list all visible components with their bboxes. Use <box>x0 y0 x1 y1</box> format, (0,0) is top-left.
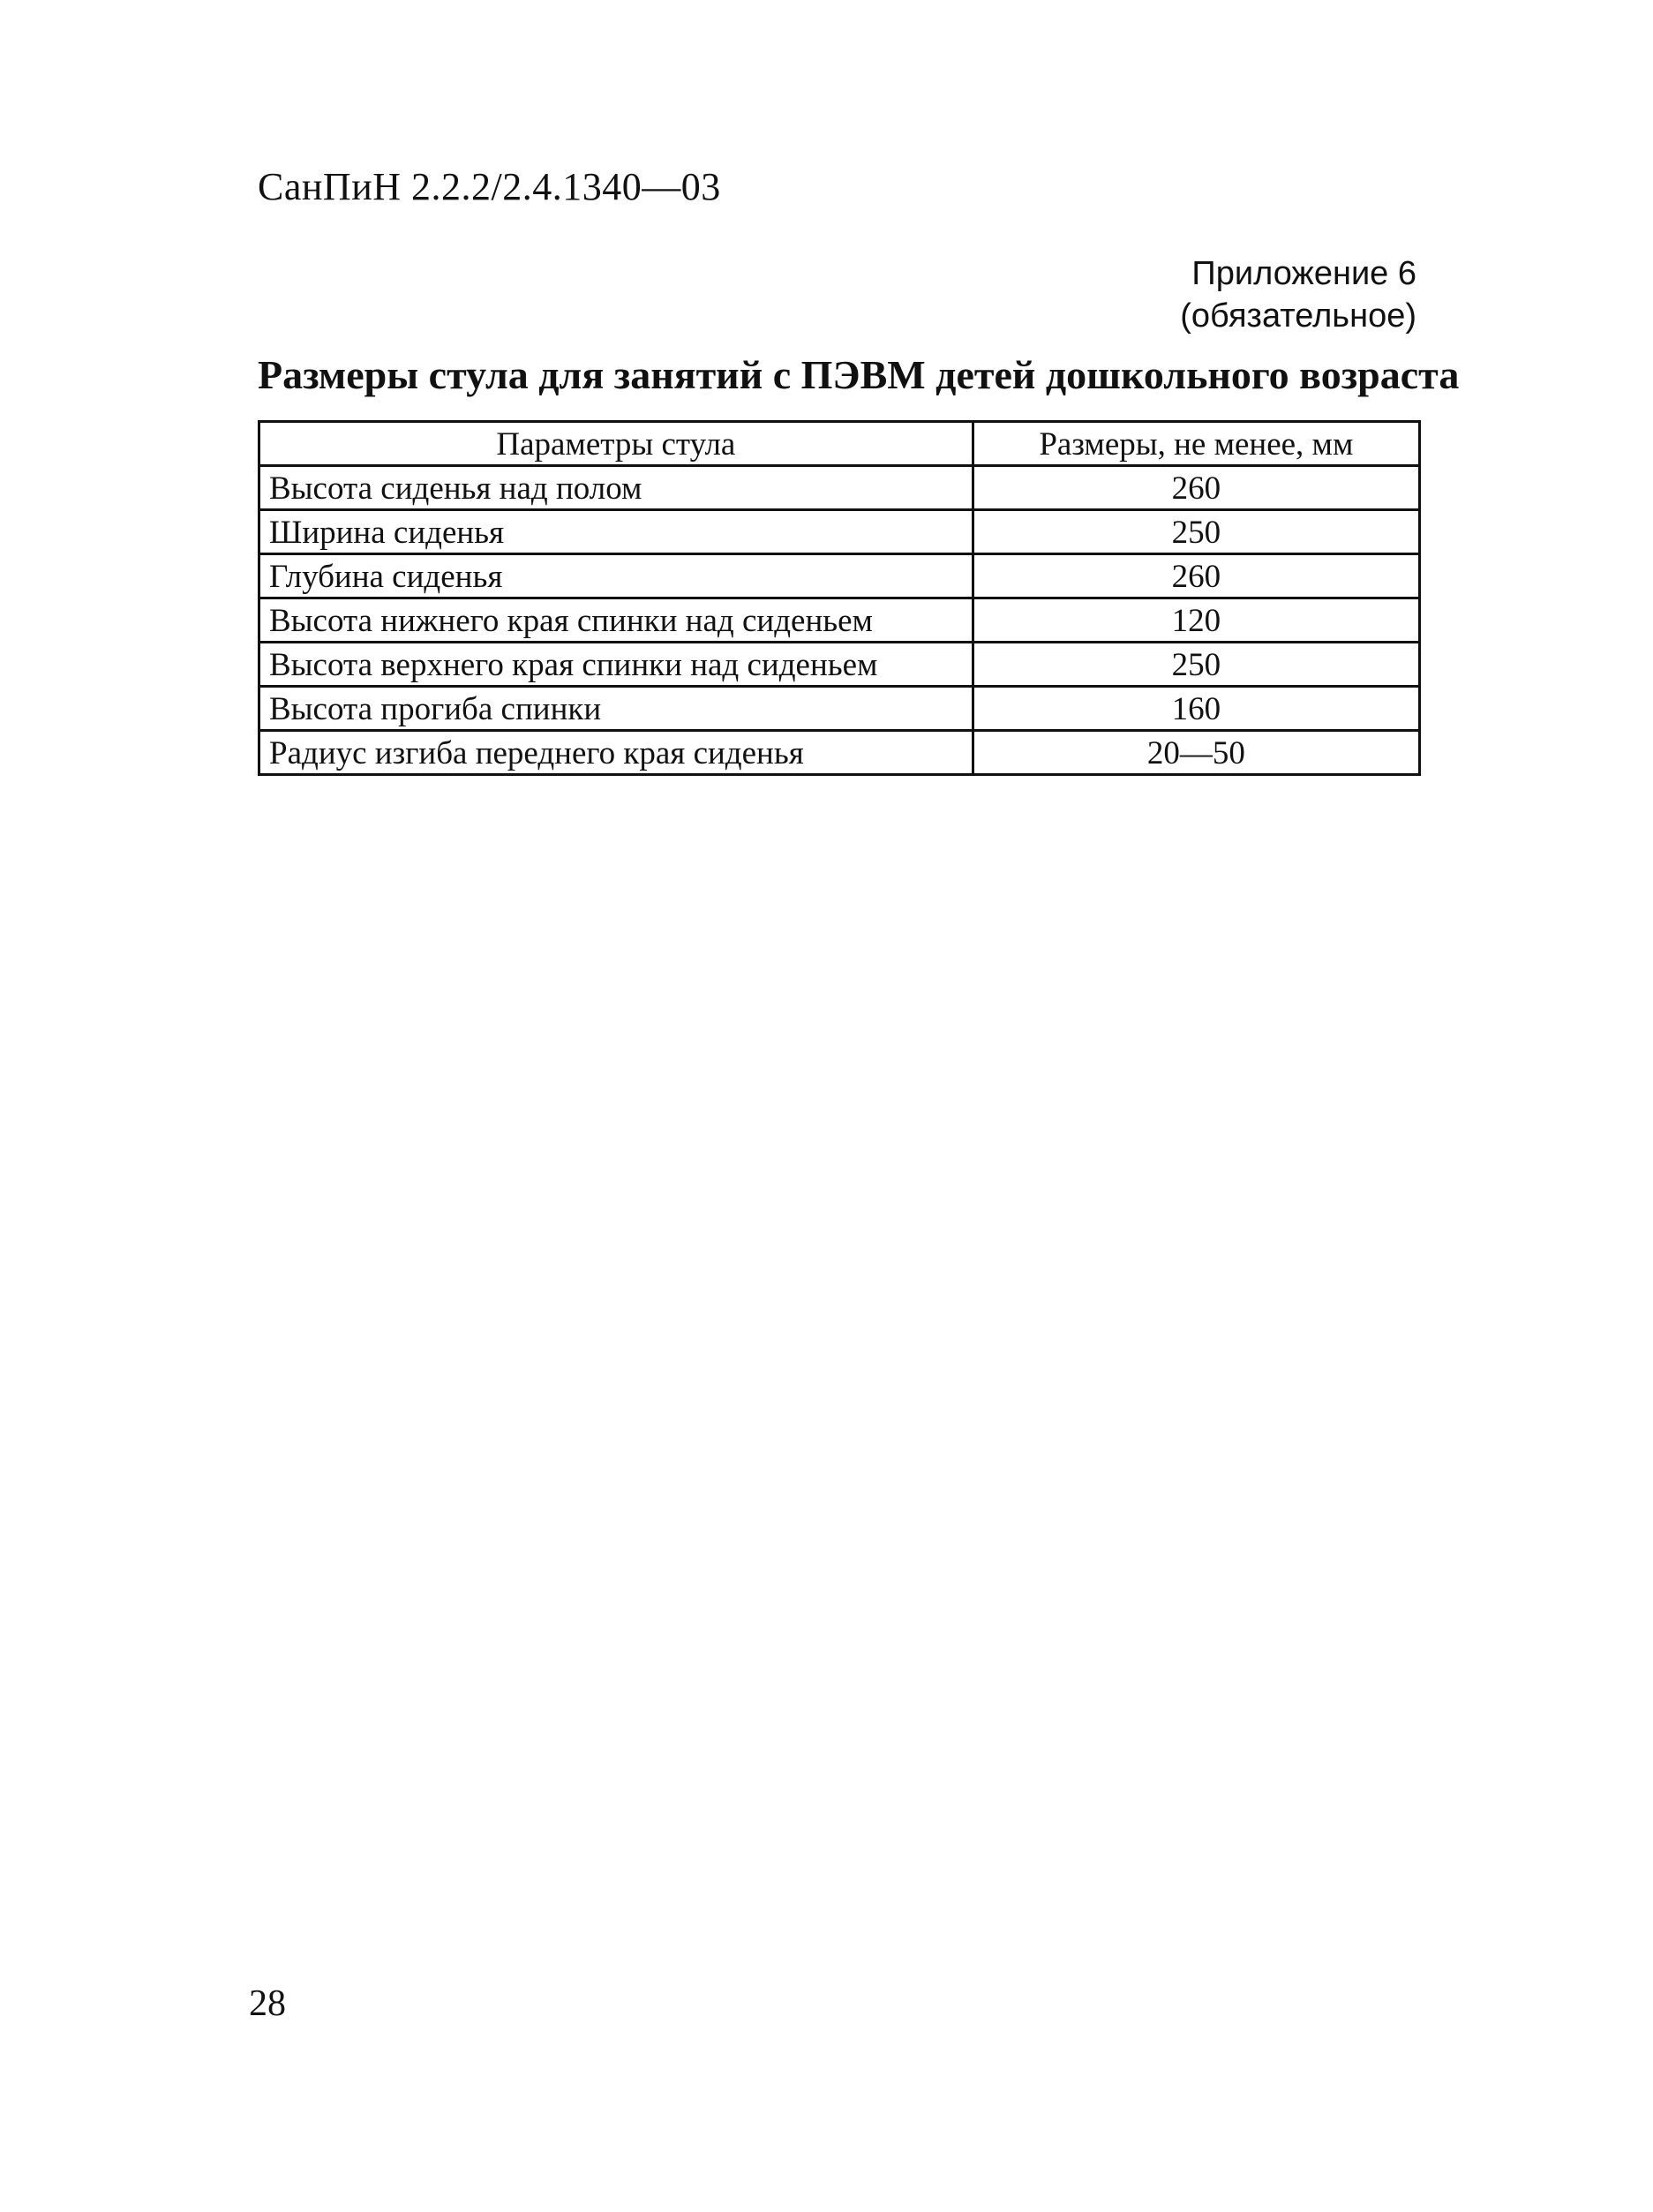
parameter-cell: Радиус изгиба переднего края сиденья <box>259 731 973 775</box>
parameter-cell: Высота верхнего края спинки над сиденьем <box>259 643 973 687</box>
table-row <box>259 466 1420 510</box>
parameter-cell: Высота нижнего края спинки над сиденьем <box>259 598 973 643</box>
value-cell: 260 <box>973 554 1419 598</box>
table-row <box>259 643 1420 687</box>
value-cell: 20—50 <box>973 731 1419 775</box>
column-header-parameters: Параметры стула <box>259 422 973 466</box>
value-cell: 160 <box>973 687 1419 731</box>
parameter-cell: Высота сиденья над полом <box>259 466 973 510</box>
page-title: Размеры стула для занятий с ПЭВМ детей дошкольного возраста <box>258 352 1460 397</box>
table-row <box>259 510 1420 554</box>
table-row <box>259 687 1420 731</box>
value-cell: 250 <box>973 510 1419 554</box>
running-head: СанПиН 2.2.2/2.4.1340—03 <box>258 165 721 208</box>
value-cell: 250 <box>973 643 1419 687</box>
parameter-cell: Ширина сиденья <box>259 510 973 554</box>
appendix-label <box>1180 252 1416 337</box>
appendix-status: (обязательное) <box>1180 297 1416 335</box>
value-cell: 120 <box>973 598 1419 643</box>
table-header-row <box>259 422 1420 466</box>
table-row <box>259 598 1420 643</box>
parameter-cell: Высота прогиба спинки <box>259 687 973 731</box>
appendix-number: Приложение 6 <box>1191 255 1416 292</box>
column-header-dimensions: Размеры, не менее, мм <box>973 422 1419 466</box>
table-row <box>259 554 1420 598</box>
chair-dimensions-table <box>258 420 1421 776</box>
table-row <box>259 731 1420 775</box>
parameter-cell: Глубина сиденья <box>259 554 973 598</box>
value-cell: 260 <box>973 466 1419 510</box>
page-number: 28 <box>249 1983 286 2024</box>
